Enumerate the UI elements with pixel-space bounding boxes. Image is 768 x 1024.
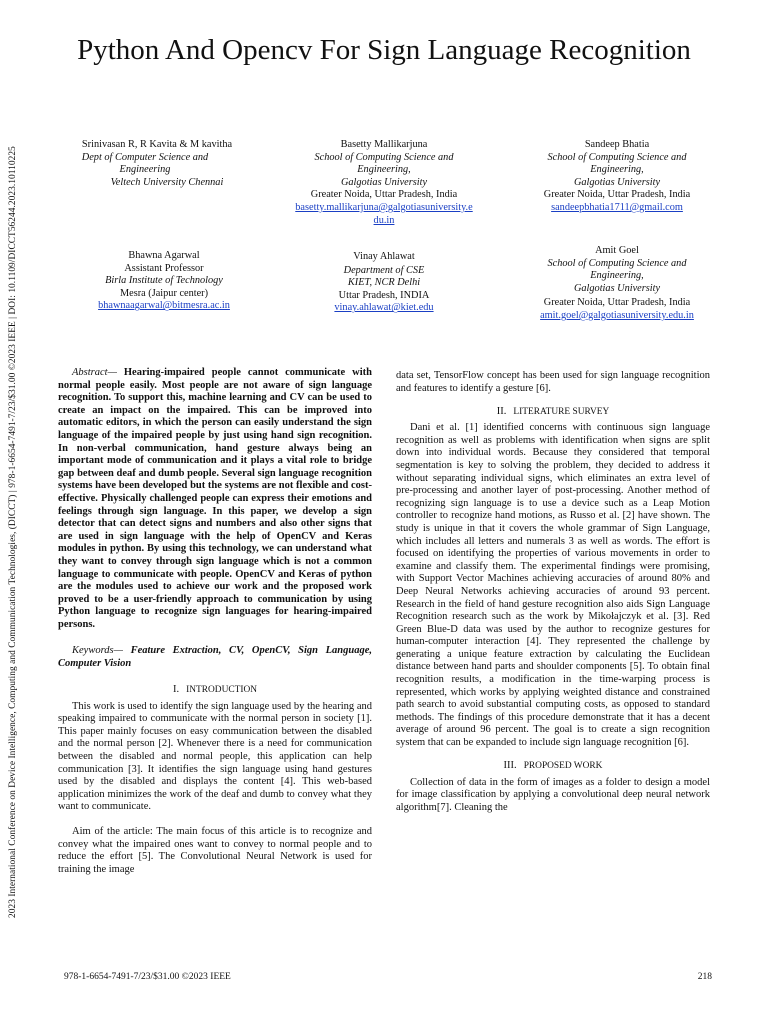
section-title: LITERATURE SURVEY bbox=[513, 407, 610, 418]
keywords-lead: Keywords— bbox=[72, 645, 123, 657]
section-title: PROPOSED WORK bbox=[523, 760, 603, 771]
section-number: III. bbox=[503, 759, 517, 771]
author-dept: Dept of Computer Science and Engineering bbox=[81, 151, 209, 176]
abstract-lead: Abstract— bbox=[72, 367, 117, 378]
author-location: Greater Noida, Uttar Pradesh, India bbox=[543, 189, 691, 201]
author-dept: School of Computing Science and Engineering, bbox=[314, 151, 454, 176]
section-heading-introduction bbox=[58, 684, 372, 696]
author-email-link[interactable]: sandeepbhatia1711@gmail.com bbox=[551, 201, 683, 213]
section-heading-proposed-work bbox=[396, 760, 710, 772]
author-name: Sandeep Bhatia bbox=[584, 139, 650, 150]
author-location: Greater Noida, Uttar Pradesh, India bbox=[543, 297, 691, 309]
author-dept: Department of CSE bbox=[343, 264, 425, 276]
keywords bbox=[58, 645, 372, 670]
side-margin-citation bbox=[6, 118, 20, 918]
author-block bbox=[296, 251, 472, 315]
author-location: Mesra (Jaipur center) bbox=[119, 287, 209, 299]
abstract-text: Hearing-impaired people cannot communicate with normal people easily. Most people are not aware of sign language recognition. To support this, machine learning and CV can be used to create an impact on the impaired. This can be improved into automatic editors, in which the person can easily understand the sign language of the impaired people by just using hand sign recognition. In non-verbal communication, hand gesture always being an important mode of communication and it plays a vital role to bridge gap between deaf and dumb people. Several sign language recognition systems have been developed but the systems are not flexible and cost-effective. Physically challenged people can express their emotions and feelings through sign language. In this paper, we develop a sign detector that can detect signs and numbers and also other signs that are used in sign language with the help of OpenCV and Keras modules in python. By using this technology, we can understand what they want to convey through sign language which is not a common language to communicate with people. OpenCV and Keras of python are the modules used to achieve our work and the proposed work proved to be a user-friendly approach to communication by using Python language to recognize sign languages for hearing-impaired persons. bbox=[58, 367, 373, 630]
author-name: Bhawna Agarwal bbox=[128, 250, 200, 261]
author-name: Srinivasan R, R Kavita & M kavitha bbox=[81, 139, 233, 150]
author-email-link[interactable]: amit.goel@galgotiasuniversity.edu.in bbox=[540, 309, 694, 321]
author-block bbox=[520, 245, 714, 323]
conference-doi-line: 2023 International Conference on Device Intelligence, Computing and Communication Technologies, (DICCT) | 978-1-6654-7491-7/23/$31.00 ©2023 IEEE | DOI: 10.1109/DICCT56244.2023.10110225 bbox=[8, 146, 18, 918]
proposed-work-paragraph: Collection of data in the form of images as a folder to design a model for image classification by applying a convolutional deep neural network algorithm[7]. Cleaning the bbox=[396, 776, 710, 813]
intro-paragraph: Aim of the article: The main focus of this article is to recognize and convey what the impaired ones want to convey to normal people and to reduce the effort [5]. The Convolutional Neural Network is used for training the image bbox=[58, 826, 372, 875]
intro-paragraph: This work is used to identify the sign language used by the hearing and speaking impaired to communicate with the normal person in society [1]. This paper mainly focuses on easy communication between the disabled and the normal person [2]. Whenever there is a need for communication between the disabled and normal people, this application can help communication [3]. It identifies the sign language using hand gestures used by the disabled and displays the content [4]. This web-based application minimizes the work of the deaf and dumb to convey what they want to communicate. bbox=[58, 700, 372, 813]
author-email-link[interactable]: vinay.ahlawat@kiet.edu bbox=[334, 302, 434, 314]
author-dept: School of Computing Science and Engineering, bbox=[547, 257, 687, 282]
page-number: 218 bbox=[697, 972, 712, 982]
right-column bbox=[396, 370, 710, 814]
author-org: Birla Institute of Technology bbox=[105, 275, 223, 287]
author-name: Vinay Ahlawat bbox=[353, 251, 415, 262]
author-dept: School of Computing Science and Engineering, bbox=[547, 151, 687, 176]
author-org: Galgotias University bbox=[573, 282, 661, 294]
literature-paragraph: Dani et al. [1] identified concerns with continuous sign language recognition as well as problems with identification when signs are split down into individual words. Because they considered that temporal segmentation is key to solving the problem, they decided to address it without separating individual signs, which eliminates an extra level of pre-processing and another layer of post-processing. Another method of recognizing sign language is to use a device such as a Leap Motion controller to recognize hand motions, as Russo et al. [2] have shown. The study is unique in that it covers the whole grammar of Sign Language, which includes all letters and numerals 3 as well as words. The effort is focused on identifying the properties of various movements in order to examine and classify them. The experimental findings were promising, with Support Vector Machines achieving accuracies of around 80% and Deep Neural Networks achieving accuracies of around 93 percent. Research in the field of hand gesture recognition also aids Sign Language Recognition research such as the work by Mikołajczyk et al. [3]. Red Green Blue-D data was used by the author to recognize gestures for human-computer interaction [4]. They represented the challenge by generating a unique feature extraction by calculating the Euclidean distance between hand parts and shoulder components [5]. To obtain final recognition results, a modification in the time-warping process is represented, which works by applying weighted distance and constrained path search to avoid substantial computing costs, as opposed to standard methods. The findings of this procedure demonstrate that it has a decent average of around 96 percent. The goal is to create a sign recognition system that can be expanded to include sign language recognition [6]. bbox=[396, 422, 710, 749]
author-email-link[interactable]: bhawnaagarwal@bitmesra.ac.in bbox=[98, 300, 230, 312]
author-org: KIET, NCR Delhi bbox=[347, 277, 421, 289]
section-title: INTRODUCTION bbox=[186, 684, 257, 695]
author-location: Uttar Pradesh, INDIA bbox=[338, 289, 430, 301]
author-org: Veltech University Chennai bbox=[110, 176, 224, 188]
author-block bbox=[58, 250, 270, 313]
keywords-text: Feature Extraction, CV, OpenCV, Sign Language, Computer Vision bbox=[58, 645, 373, 670]
author-name: Amit Goel bbox=[595, 245, 639, 256]
author-org: Galgotias University bbox=[573, 176, 661, 188]
section-heading-literature-survey bbox=[396, 406, 710, 418]
author-location: Greater Noida, Uttar Pradesh, India bbox=[310, 189, 458, 201]
abstract bbox=[58, 367, 372, 631]
author-email-link[interactable]: basetty.mallikarjuna@galgotiasuniversity.edu.in bbox=[295, 201, 473, 226]
section-number: I. bbox=[173, 683, 180, 695]
author-org: Galgotias University bbox=[340, 176, 428, 188]
intro-paragraph-continued: data set, TensorFlow concept has been used for sign language recognition and features to identify a gesture [6]. bbox=[396, 370, 710, 394]
author-block bbox=[520, 139, 714, 215]
paper-title: Python And Opencv For Sign Language Recognition bbox=[77, 34, 691, 66]
left-column bbox=[58, 367, 372, 876]
author-block bbox=[52, 139, 262, 189]
author-block bbox=[286, 139, 482, 227]
section-number: II. bbox=[496, 406, 507, 418]
footer-copyright: 978-1-6654-7491-7/23/$31.00 ©2023 IEEE bbox=[64, 972, 231, 982]
author-role: Assistant Professor bbox=[124, 262, 204, 274]
author-name: Basetty Mallikarjuna bbox=[340, 139, 428, 150]
